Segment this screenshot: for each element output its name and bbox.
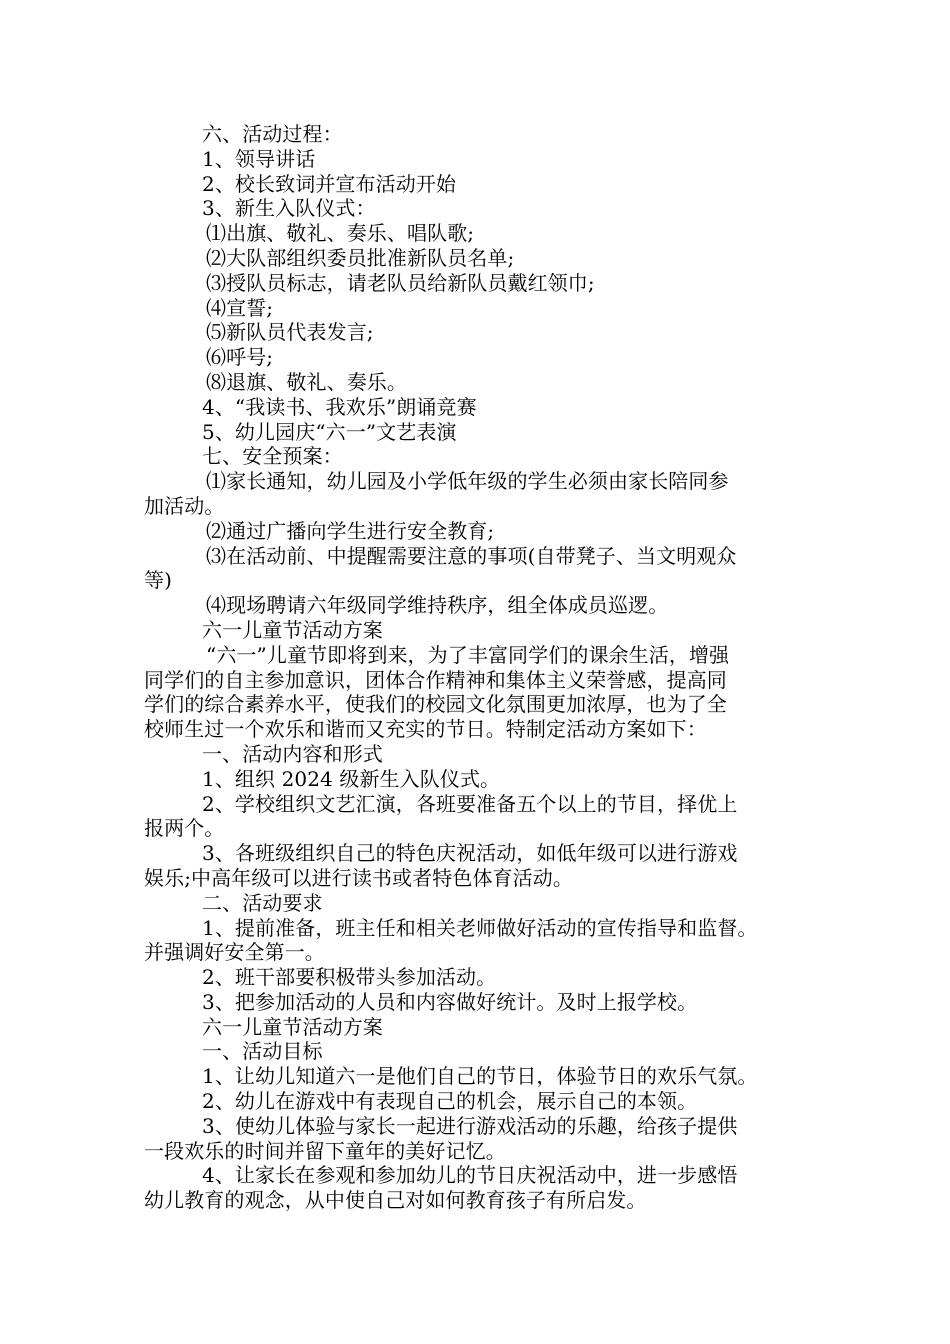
text-line: 5、幼儿园庆“六一”文艺表演 [202, 419, 457, 444]
text-line: ⑵大队部组织委员批准新队员名单; [206, 245, 515, 270]
text-line: 4、“我读书、我欢乐”朗诵竞赛 [202, 394, 477, 419]
text-line: ⑷现场聘请六年级同学维持秩序，组全体成员巡逻。 [206, 593, 669, 618]
text-line: 六一儿童节活动方案 [202, 1014, 383, 1039]
text-line: 报两个。 [144, 816, 225, 841]
text-line: 3、把参加活动的人员和内容做好统计。及时上报学校。 [202, 989, 698, 1014]
text-line: 1、领导讲话 [202, 146, 316, 171]
text-line: 一、活动目标 [202, 1039, 323, 1064]
text-line: ⑵通过广播向学生进行安全教育; [206, 518, 495, 543]
text-line: 1、提前准备，班主任和相关老师做好活动的宣传指导和监督。 [202, 915, 758, 940]
text-line: 一段欢乐的时间并留下童年的美好记忆。 [144, 1138, 506, 1163]
text-line: ⑹呼号; [206, 345, 274, 370]
text-line: 3、新生入队仪式： [202, 196, 376, 221]
text-line: 幼儿教育的观念，从中使自己对如何教育孩子有所启发。 [144, 1188, 647, 1213]
text-line: ⑸新队员代表发言; [206, 320, 374, 345]
text-line: ⑷宣誓; [206, 295, 274, 320]
text-line: 1、组织 2024 级新生入队仪式。 [202, 766, 501, 791]
text-line: 同学们的自主参加意识，团体合作精神和集体主义荣誉感，提高同 [144, 667, 727, 692]
text-line: 加活动。 [144, 493, 225, 518]
text-line: ⑶在活动前、中提醒需要注意的事项(自带凳子、当文明观众 [206, 543, 737, 568]
text-line: ⑴家长通知，幼儿园及小学低年级的学生必须由家长陪同参 [206, 469, 729, 494]
text-line: 2、班干部要积极带头参加活动。 [202, 965, 497, 990]
text-line: “六一”儿童节即将到来，为了丰富同学们的课余生活，增强 [206, 642, 730, 667]
text-line: 娱乐;中高年级可以进行读书或者特色体育活动。 [144, 865, 573, 890]
document-body [144, 122, 820, 1213]
text-line: 并强调好安全第一。 [144, 940, 325, 965]
text-line: 学们的综合素养水平，使我们的校园文化氛围更加浓厚，也为了全 [144, 692, 727, 717]
text-line: 2、幼儿在游戏中有表现自己的机会，展示自己的本领。 [202, 1089, 698, 1114]
text-line: 3、使幼儿体验与家长一起进行游戏活动的乐趣，给孩子提供 [202, 1113, 738, 1138]
text-line: 2、校长致词并宣布活动开始 [202, 171, 457, 196]
text-line: ⑴出旗、敬礼、奏乐、唱队歌; [206, 221, 475, 246]
text-line: 二、活动要求 [202, 890, 323, 915]
text-line: 校师生过一个欢乐和谐而又充实的节日。特制定活动方案如下： [144, 717, 707, 742]
text-line: ⑶授队员标志，请老队员给新队员戴红领巾; [206, 270, 595, 295]
text-line: 七、安全预案： [202, 444, 343, 469]
text-line: 等) [144, 568, 173, 593]
text-line: 4、让家长在参观和参加幼儿的节日庆祝活动中，进一步感悟 [202, 1163, 738, 1188]
text-line: 一、活动内容和形式 [202, 741, 383, 766]
text-line: 六一儿童节活动方案 [202, 617, 383, 642]
text-line: 1、让幼儿知道六一是他们自己的节日，体验节日的欢乐气氛。 [202, 1064, 758, 1089]
text-line: ⑻退旗、敬礼、奏乐。 [206, 369, 407, 394]
text-line: 六、活动过程： [202, 122, 343, 146]
text-line: 3、各班级组织自己的特色庆祝活动，如低年级可以进行游戏 [202, 841, 738, 866]
text-line: 2、学校组织文艺汇演，各班要准备五个以上的节目，择优上 [202, 791, 738, 816]
